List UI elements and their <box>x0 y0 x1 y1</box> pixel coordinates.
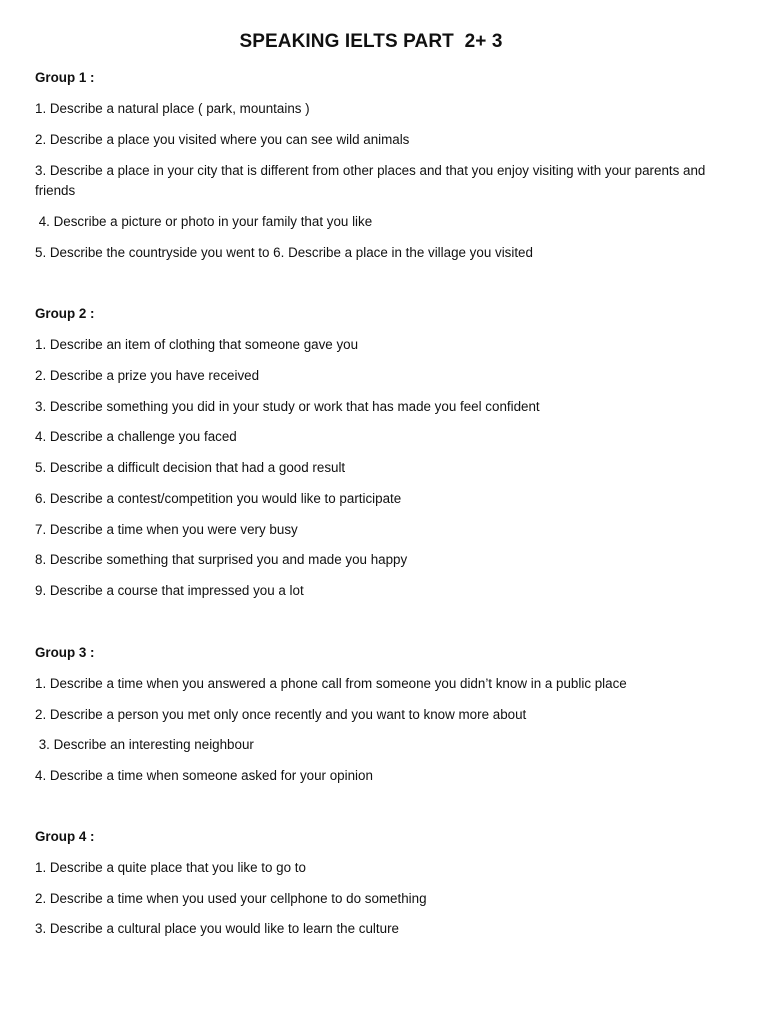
list-item: 1. Describe a quite place that you like to go to <box>35 860 306 875</box>
list-item: 2. Describe a place you visited where you can see wild animals <box>35 132 410 147</box>
list-item: 1. Describe an item of clothing that someone gave you <box>35 337 359 352</box>
list-item: 8. Describe something that surprised you and made you happy <box>35 552 408 567</box>
list-item: 1. Describe a time when you answered a phone call from someone you didn’t know in a public place <box>35 676 627 691</box>
list-item: 2. Describe a prize you have received <box>35 368 260 383</box>
list-item: 3. Describe a place in your city that is different from other places and that you enjoy visiting with your parents and friends <box>35 163 710 198</box>
list-item: 4. Describe a time when someone asked for your opinion <box>35 768 373 783</box>
list-item: 6. Describe a contest/competition you would like to participate <box>35 491 402 506</box>
list-item: 9. Describe a course that impressed you a lot <box>35 583 304 598</box>
list-item: 5. Describe the countryside you went to 6. Describe a place in the village you visited <box>35 245 533 260</box>
group-3-heading: Group 3 : <box>35 645 95 660</box>
list-item: 3. Describe something you did in your study or work that has made you feel confident <box>35 399 540 414</box>
group-4-heading: Group 4 : <box>35 829 95 844</box>
list-item: 5. Describe a difficult decision that had a good result <box>35 460 346 475</box>
group-2-heading: Group 2 : <box>35 306 95 321</box>
list-item: 7. Describe a time when you were very busy <box>35 522 298 537</box>
list-item: 2. Describe a time when you used your cellphone to do something <box>35 891 427 906</box>
list-item: 3. Describe a cultural place you would like to learn the culture <box>35 921 399 936</box>
list-item: 4. Describe a challenge you faced <box>35 429 237 444</box>
list-item: 2. Describe a person you met only once recently and you want to know more about <box>35 707 527 722</box>
page-title: SPEAKING IELTS PART 2+ 3 <box>239 31 503 52</box>
list-item: 1. Describe a natural place ( park, mountains ) <box>35 101 310 116</box>
list-item: 4. Describe a picture or photo in your family that you like <box>35 214 373 229</box>
list-item: 3. Describe an interesting neighbour <box>35 737 254 752</box>
group-1-heading: Group 1 : <box>35 70 95 85</box>
